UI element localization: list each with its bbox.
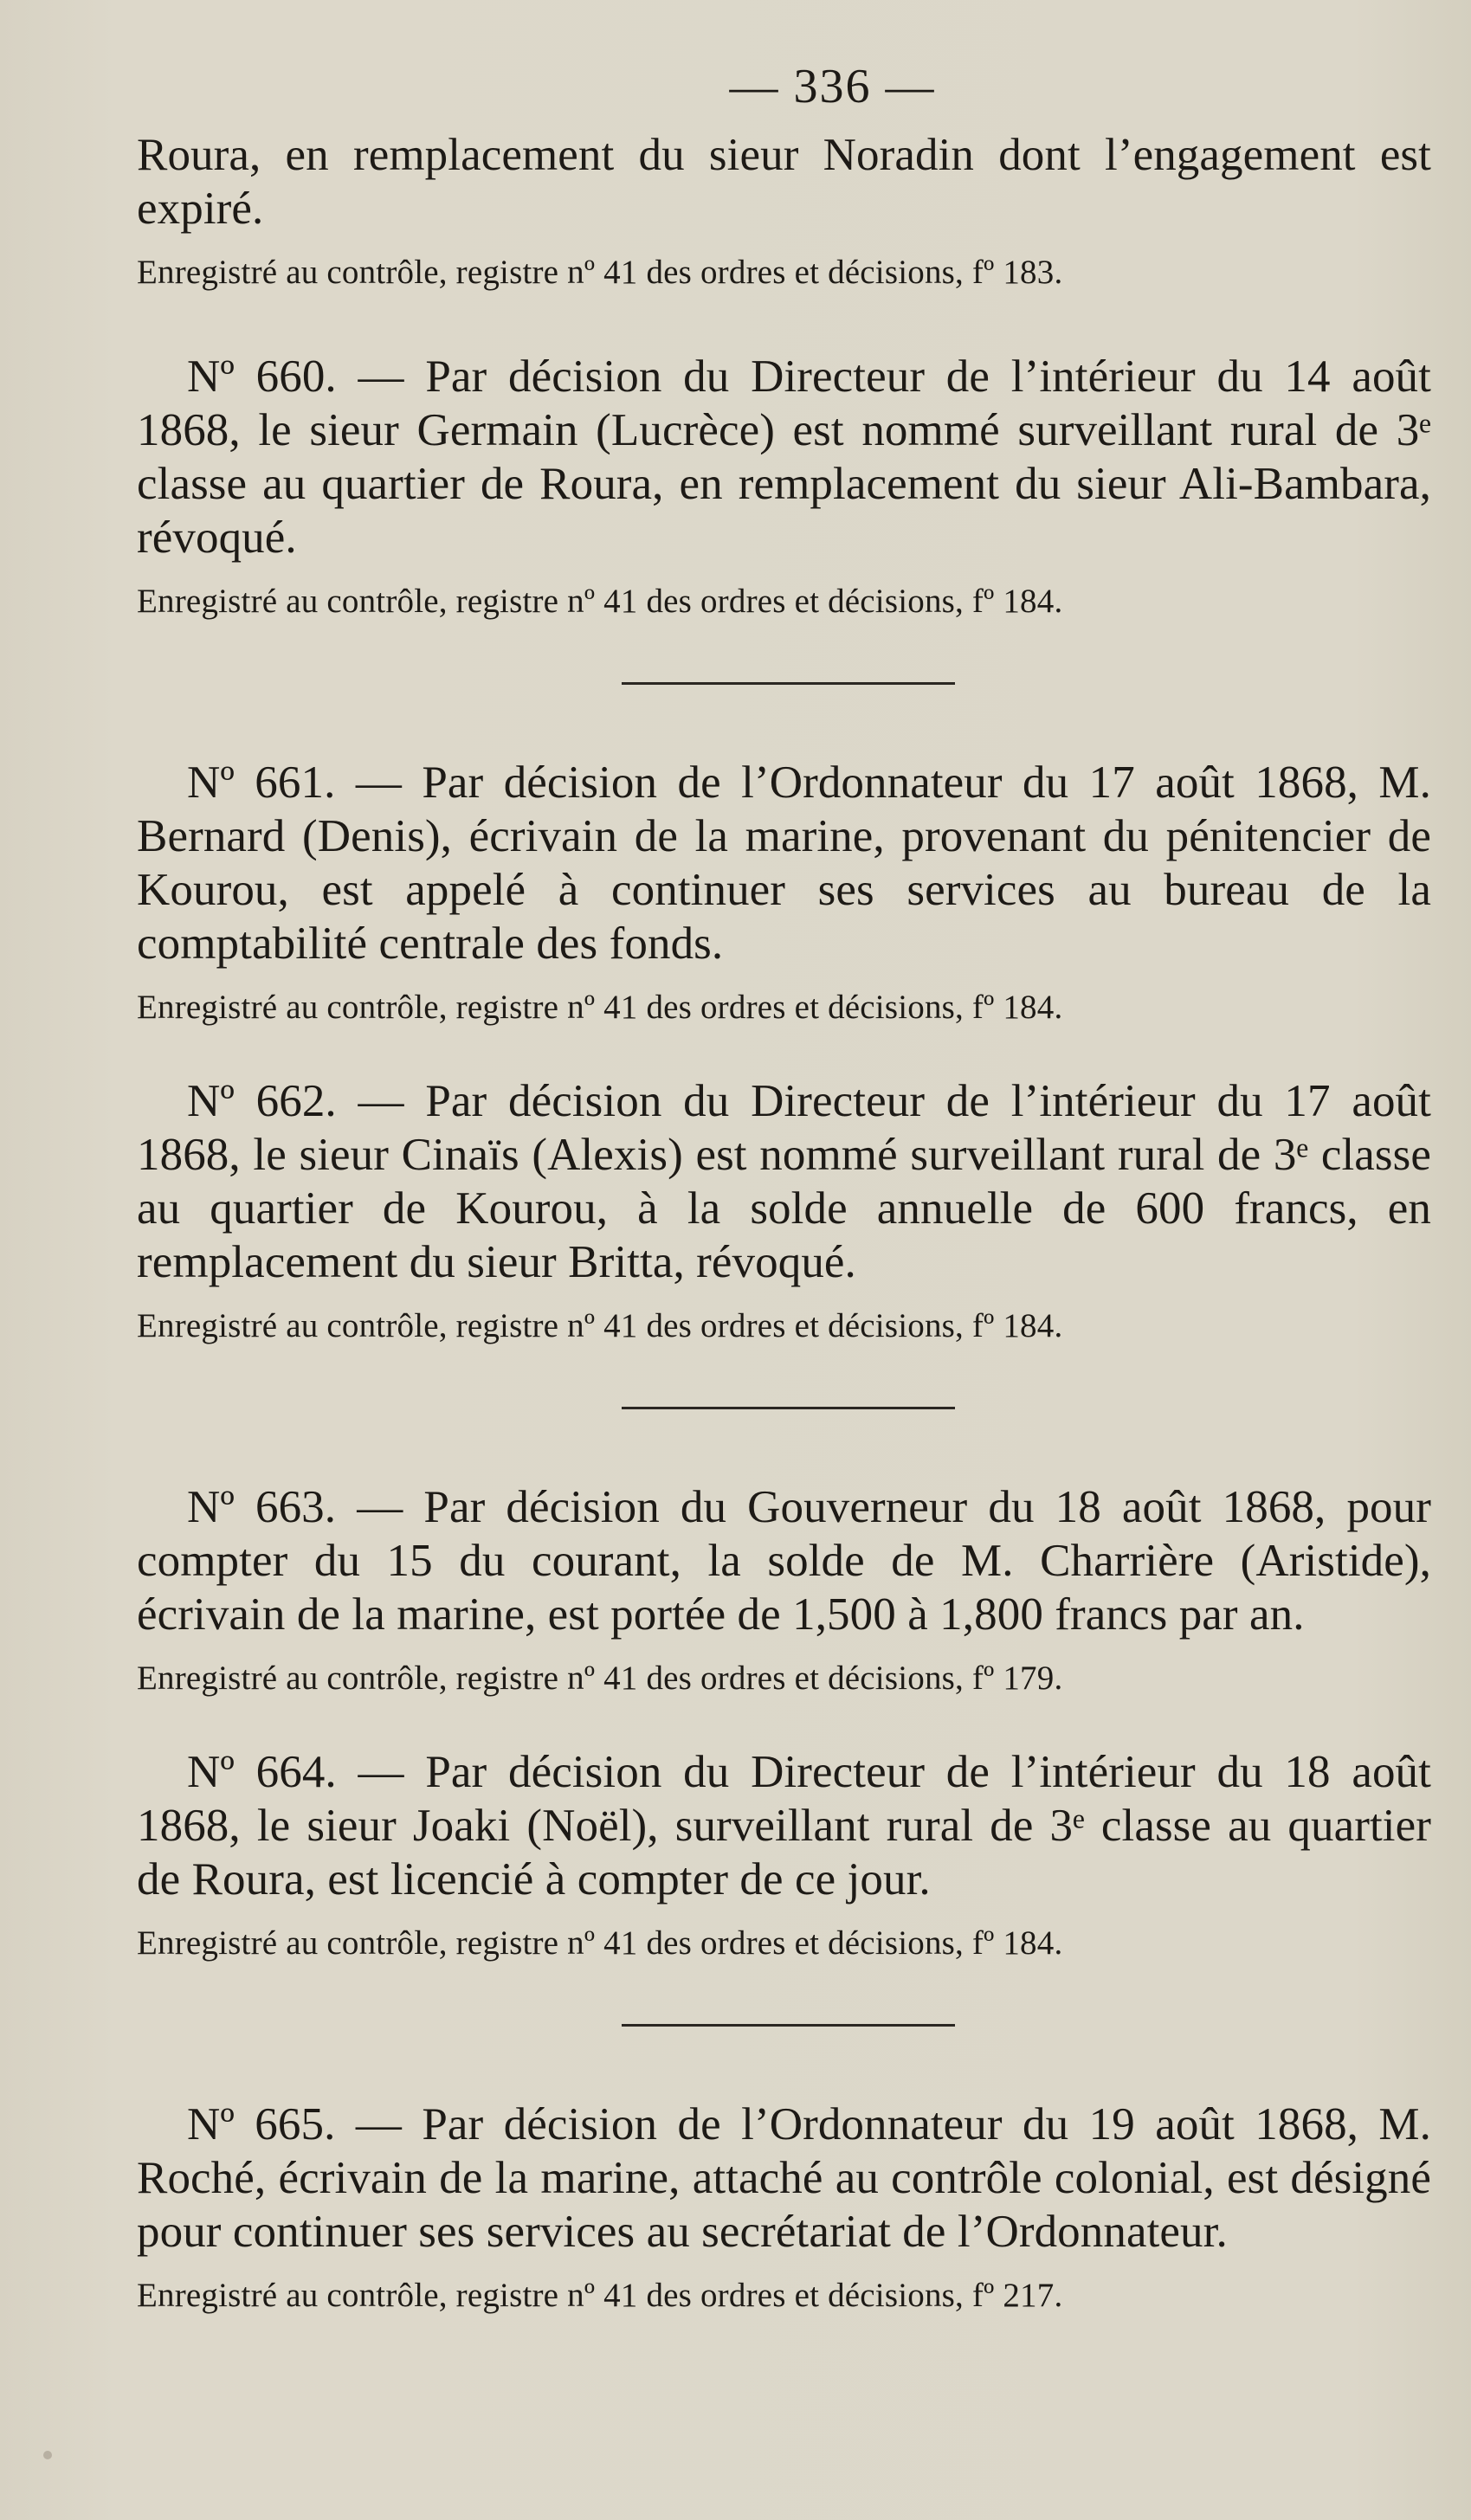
section-separator: [622, 2024, 955, 2027]
entry-text: Nº 663. — Par décision du Gouverneur du 18 août 1868, pour compter du 15 du courant, la solde de M. Charrière (Aristide), écrivain de la marine, est portée de 1,500 à 1,800 francs par an.: [137, 1482, 1431, 1640]
entry-664: [137, 1745, 1431, 1963]
entry-661: [137, 756, 1431, 1028]
paper-stain-mark: [43, 2451, 52, 2459]
entry-text: Nº 661. — Par décision de l’Ordonnateur du 17 août 1868, M. Bernard (Denis), écrivain de la marine, provenant du pénitencier de Kourou, est appelé à continuer ses services au bureau de la comptabilité centrale des fonds.: [137, 757, 1431, 969]
page-number: — 336 —: [729, 60, 936, 113]
entry-continuation: [137, 128, 1431, 293]
registry-note: Enregistré au contrôle, registre nº 41 des ordres et décisions, fº 184.: [137, 583, 1063, 620]
registry-note: Enregistré au contrôle, registre nº 41 des ordres et décisions, fº 179.: [137, 1660, 1063, 1697]
entry-665: [137, 2098, 1431, 2316]
entry-text: Roura, en remplacement du sieur Noradin dont l’engagement est expiré.: [137, 130, 1431, 234]
entry-660: [137, 350, 1431, 622]
registry-note: Enregistré au contrôle, registre nº 41 des ordres et décisions, fº 184.: [137, 989, 1063, 1026]
entry-text: Nº 660. — Par décision du Directeur de l’intérieur du 14 août 1868, le sieur Germain (Lucrèce) est nommé surveillant rural de 3ᵉ classe au quartier de Roura, en remplacement du sieur Ali-Bambara, révoqué.: [137, 351, 1431, 563]
entry-text: Nº 665. — Par décision de l’Ordonnateur du 19 août 1868, M. Roché, écrivain de la marine, attaché au contrôle colonial, est désigné pour continuer ses services au secrétariat de l’Ordonnateur.: [137, 2099, 1431, 2257]
section-separator: [622, 682, 955, 685]
entry-text: Nº 664. — Par décision du Directeur de l’intérieur du 18 août 1868, le sieur Joaki (Noël), surveillant rural de 3ᵉ classe au quartier de Roura, est licencié à compter de ce jour.: [137, 1747, 1431, 1905]
entry-663: [137, 1480, 1431, 1698]
section-separator: [622, 1407, 955, 1409]
registry-note: Enregistré au contrôle, registre nº 41 des ordres et décisions, fº 183.: [137, 254, 1063, 291]
entry-662: [137, 1074, 1431, 1346]
entry-text: Nº 662. — Par décision du Directeur de l’intérieur du 17 août 1868, le sieur Cinaïs (Alexis) est nommé surveillant rural de 3ᵉ classe au quartier de Kourou, à la solde annuelle de 600 francs, en remplacement du sieur Britta, révoqué.: [137, 1076, 1431, 1287]
registry-note: Enregistré au contrôle, registre nº 41 des ordres et décisions, fº 184.: [137, 1924, 1063, 1962]
registry-note: Enregistré au contrôle, registre nº 41 des ordres et décisions, fº 217.: [137, 2277, 1063, 2314]
registry-note: Enregistré au contrôle, registre nº 41 des ordres et décisions, fº 184.: [137, 1307, 1063, 1344]
